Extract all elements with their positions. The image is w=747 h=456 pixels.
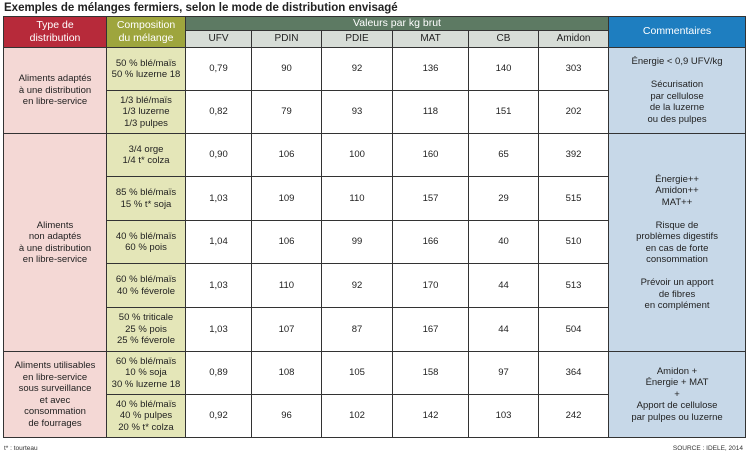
value-pdie: 87 [322, 308, 393, 352]
distribution-type: Aliments adaptés à une distribution en libre-service [4, 48, 107, 134]
value-ufv: 0,90 [186, 134, 252, 177]
header-composition-label: Composition du mélange [116, 19, 176, 44]
value-mat: 142 [393, 395, 469, 438]
value-pdie: 92 [322, 48, 393, 91]
value-amidon: 510 [539, 221, 609, 264]
value-amidon: 364 [539, 352, 609, 395]
value-amidon: 303 [539, 48, 609, 91]
value-cb: 44 [469, 308, 539, 352]
column-header-pdie: PDIE [322, 31, 393, 48]
value-cb: 44 [469, 264, 539, 308]
value-pdie: 102 [322, 395, 393, 438]
value-pdin: 79 [252, 91, 322, 134]
value-mat: 118 [393, 91, 469, 134]
mix-composition: 40 % blé/maïs 40 % pulpes 20 % t* colza [107, 395, 186, 438]
column-header-ufv: UFV [186, 31, 252, 48]
header-type-label: Type de distribution [29, 19, 81, 44]
value-amidon: 515 [539, 177, 609, 221]
value-mat: 170 [393, 264, 469, 308]
value-cb: 151 [469, 91, 539, 134]
group-comment: Énergie++ Amidon++ MAT++ Risque de problèmes digestifs en cas de forte consommation Prévoir un apport de fibres en complément [609, 134, 746, 352]
value-amidon: 504 [539, 308, 609, 352]
value-pdie: 92 [322, 264, 393, 308]
value-pdie: 110 [322, 177, 393, 221]
value-ufv: 0,89 [186, 352, 252, 395]
footnote: t* : tourteau [4, 445, 38, 452]
mix-composition: 50 % blé/maïs 50 % luzerne 18 [107, 48, 186, 91]
mix-composition: 40 % blé/maïs 60 % pois [107, 221, 186, 264]
value-pdin: 107 [252, 308, 322, 352]
distribution-type: Aliments utilisables en libre-service sous surveillance et avec consommation de fourrages [4, 352, 107, 438]
value-ufv: 0,79 [186, 48, 252, 91]
page-title: Exemples de mélanges fermiers, selon le mode de distribution envisagé [4, 2, 398, 14]
value-pdie: 93 [322, 91, 393, 134]
value-pdin: 109 [252, 177, 322, 221]
value-cb: 65 [469, 134, 539, 177]
mix-composition: 3/4 orge 1/4 t* colza [107, 134, 186, 177]
header-composition [107, 17, 186, 48]
value-amidon: 392 [539, 134, 609, 177]
value-amidon: 242 [539, 395, 609, 438]
value-cb: 29 [469, 177, 539, 221]
value-pdin: 96 [252, 395, 322, 438]
value-mat: 166 [393, 221, 469, 264]
value-ufv: 1,04 [186, 221, 252, 264]
value-pdie: 105 [322, 352, 393, 395]
column-header-mat: MAT [393, 31, 469, 48]
source-credit: SOURCE : IDELE, 2014 [672, 445, 743, 452]
group-comment: Amidon + Énergie + MAT + Apport de cellulose par pulpes ou luzerne [609, 352, 746, 438]
value-pdie: 100 [322, 134, 393, 177]
value-ufv: 0,82 [186, 91, 252, 134]
value-pdin: 106 [252, 134, 322, 177]
header-values: Valeurs par kg brut [186, 17, 609, 31]
value-mat: 157 [393, 177, 469, 221]
mix-composition: 60 % blé/maïs 40 % féverole [107, 264, 186, 308]
column-header-pdin: PDIN [252, 31, 322, 48]
value-amidon: 513 [539, 264, 609, 308]
mixes-table [3, 16, 746, 438]
value-ufv: 0,92 [186, 395, 252, 438]
value-ufv: 1,03 [186, 264, 252, 308]
value-cb: 140 [469, 48, 539, 91]
value-pdin: 108 [252, 352, 322, 395]
value-mat: 167 [393, 308, 469, 352]
value-pdie: 99 [322, 221, 393, 264]
value-mat: 158 [393, 352, 469, 395]
value-amidon: 202 [539, 91, 609, 134]
value-pdin: 90 [252, 48, 322, 91]
mix-composition: 50 % triticale 25 % pois 25 % féverole [107, 308, 186, 352]
group-comment: Énergie < 0,9 UFV/kg Sécurisation par cellulose de la luzerne ou des pulpes [609, 48, 746, 134]
table-row [4, 48, 746, 91]
mix-composition: 85 % blé/maïs 15 % t* soja [107, 177, 186, 221]
value-cb: 40 [469, 221, 539, 264]
value-mat: 160 [393, 134, 469, 177]
value-pdin: 106 [252, 221, 322, 264]
value-pdin: 110 [252, 264, 322, 308]
value-mat: 136 [393, 48, 469, 91]
value-cb: 97 [469, 352, 539, 395]
header-comments: Commentaires [609, 17, 746, 48]
value-ufv: 1,03 [186, 177, 252, 221]
header-type [4, 17, 107, 48]
mix-composition: 60 % blé/maïs 10 % soja 30 % luzerne 18 [107, 352, 186, 395]
mix-composition: 1/3 blé/maïs 1/3 luzerne 1/3 pulpes [107, 91, 186, 134]
column-header-cb: CB [469, 31, 539, 48]
table-row [4, 352, 746, 395]
distribution-type: Aliments non adaptés à une distribution en libre-service [4, 134, 107, 352]
value-cb: 103 [469, 395, 539, 438]
value-ufv: 1,03 [186, 308, 252, 352]
column-header-amidon: Amidon [539, 31, 609, 48]
table-row [4, 134, 746, 177]
